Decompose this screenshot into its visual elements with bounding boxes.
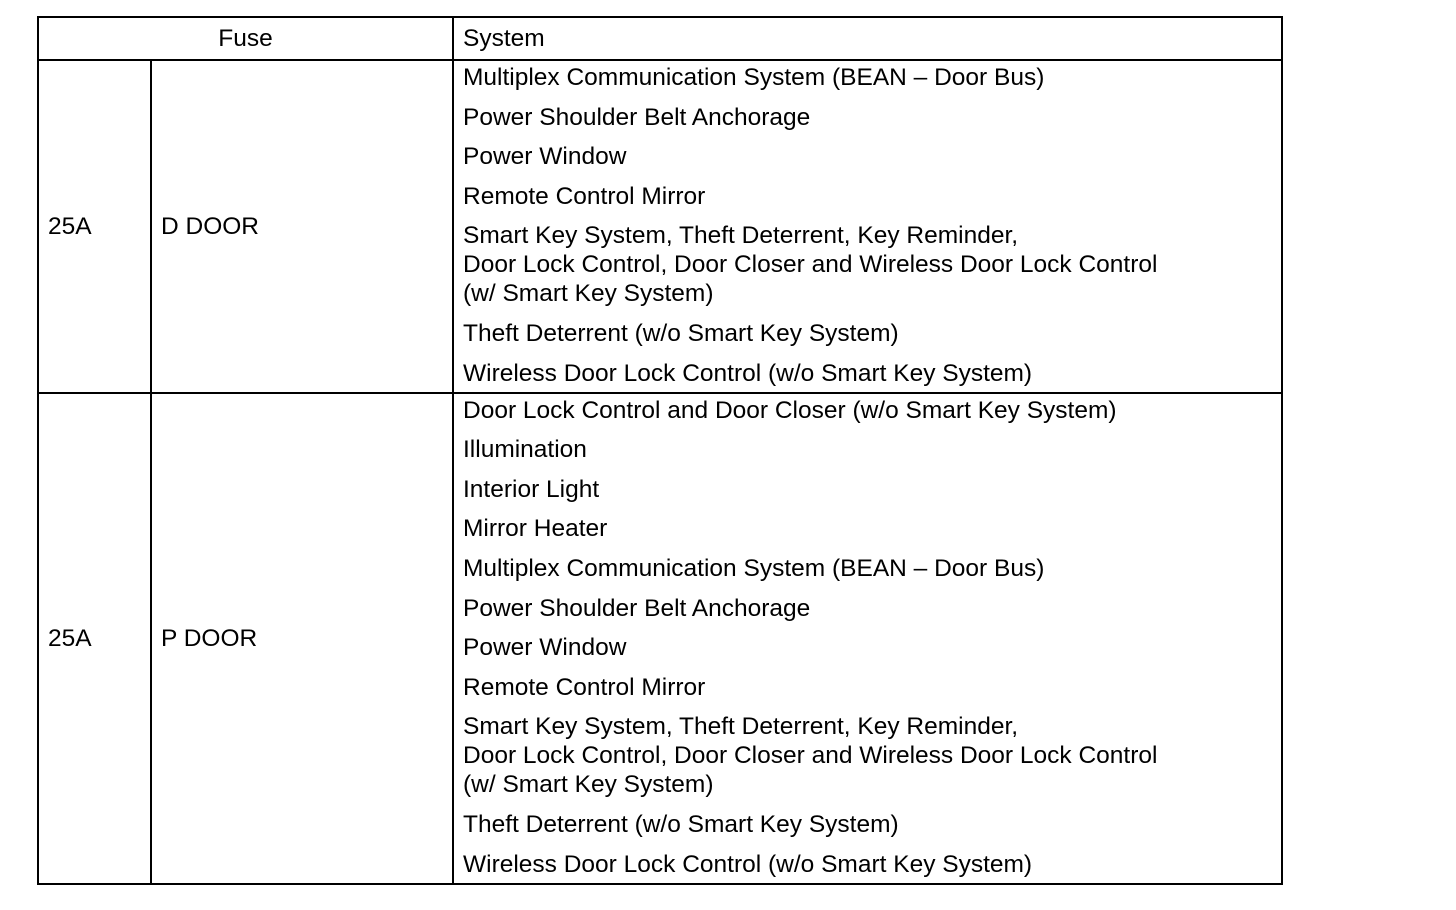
systems-cell	[453, 393, 1282, 884]
fuse-system-table	[37, 16, 1283, 885]
system-item	[463, 712, 1273, 799]
system-item-line: Mirror Heater	[463, 515, 608, 543]
system-item	[463, 142, 1273, 171]
system-item-line: Remote Control Mirror	[463, 673, 706, 701]
system-item-line: Power Shoulder Belt Anchorage	[463, 594, 811, 622]
system-item	[463, 633, 1273, 662]
system-item-line: Wireless Door Lock Control (w/o Smart Key System)	[463, 850, 1033, 878]
system-item	[463, 850, 1273, 879]
system-item	[463, 319, 1273, 348]
system-item-line: Power Window	[463, 143, 627, 171]
system-item	[463, 514, 1273, 543]
fuse-ampere-cell: 25A	[38, 60, 151, 393]
system-item-line: Multiplex Communication System (BEAN – Door Bus)	[463, 554, 1045, 582]
system-item-line: Interior Light	[463, 475, 600, 503]
systems-cell	[453, 60, 1282, 393]
fuse-column-header: Fuse	[38, 17, 453, 60]
system-item-line: Door Lock Control and Door Closer (w/o Smart Key System)	[463, 396, 1117, 424]
system-item-line: Remote Control Mirror	[463, 182, 706, 210]
system-item-line: Door Lock Control, Door Closer and Wireless Door Lock Control	[463, 251, 1158, 279]
system-item	[463, 594, 1273, 623]
table-row	[38, 60, 1282, 393]
system-item	[463, 182, 1273, 211]
system-item	[463, 396, 1273, 425]
system-item	[463, 359, 1273, 388]
system-column-header: System	[453, 17, 1282, 60]
fuse-name-cell: D DOOR	[151, 60, 453, 393]
system-item-line: Power Window	[463, 634, 627, 662]
table-body	[38, 60, 1282, 884]
system-item-line: Theft Deterrent (w/o Smart Key System)	[463, 319, 899, 347]
system-item	[463, 221, 1273, 308]
system-item-line: Power Shoulder Belt Anchorage	[463, 103, 811, 131]
system-item-line: Smart Key System, Theft Deterrent, Key Reminder,	[463, 222, 1019, 250]
system-item-line: (w/ Smart Key System)	[463, 771, 714, 799]
system-item-line: Door Lock Control, Door Closer and Wireless Door Lock Control	[463, 742, 1158, 770]
system-item-line: Theft Deterrent (w/o Smart Key System)	[463, 810, 899, 838]
system-item	[463, 435, 1273, 464]
fuse-ampere-cell: 25A	[38, 393, 151, 884]
table-header-row	[38, 17, 1282, 60]
table-row	[38, 393, 1282, 884]
fuse-name-cell: P DOOR	[151, 393, 453, 884]
system-item	[463, 63, 1273, 92]
system-item	[463, 554, 1273, 583]
system-item-line: Illumination	[463, 436, 587, 464]
system-item-line: Wireless Door Lock Control (w/o Smart Key System)	[463, 359, 1033, 387]
system-item	[463, 475, 1273, 504]
system-item	[463, 673, 1273, 702]
system-item-line: Smart Key System, Theft Deterrent, Key Reminder,	[463, 713, 1019, 741]
system-item-line: (w/ Smart Key System)	[463, 280, 714, 308]
system-item	[463, 810, 1273, 839]
system-item-line: Multiplex Communication System (BEAN – Door Bus)	[463, 64, 1045, 91]
system-item	[463, 103, 1273, 132]
